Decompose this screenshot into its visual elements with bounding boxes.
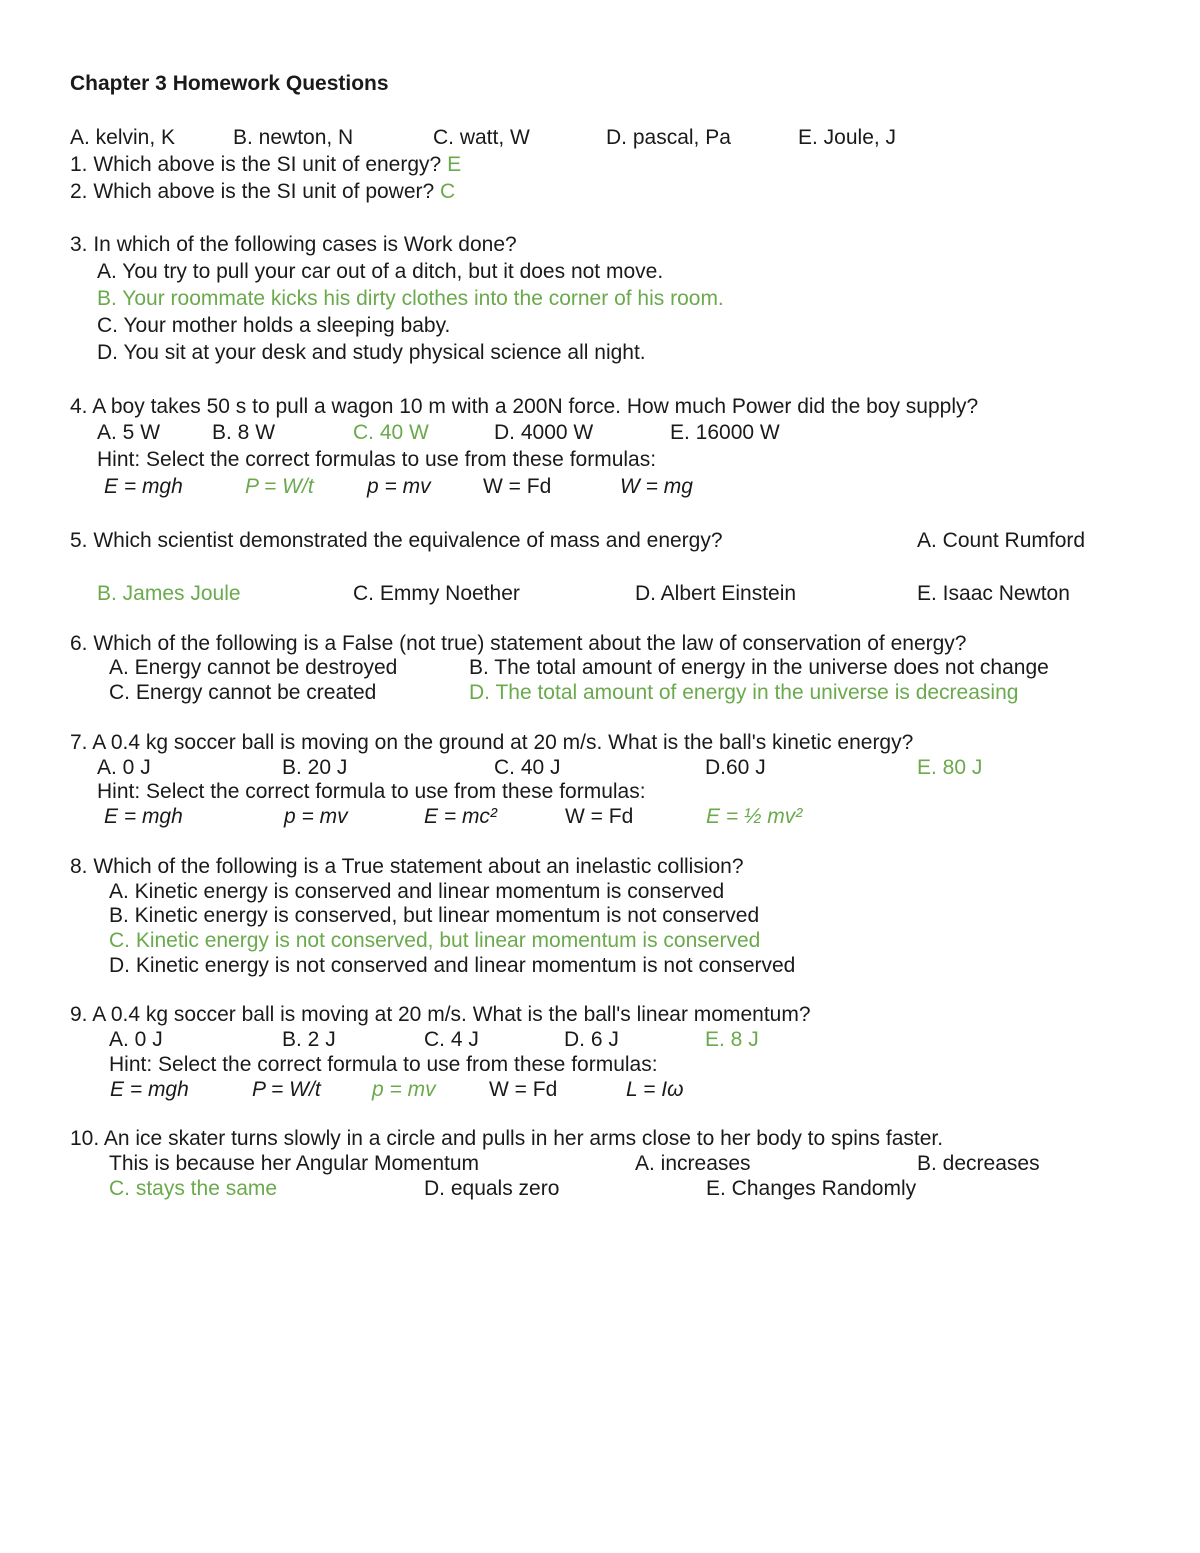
formula: E = mgh	[104, 805, 183, 828]
option: C. Energy cannot be created	[109, 681, 377, 704]
option: A. Kinetic energy is conserved and linear momentum is conserved	[109, 880, 725, 903]
option: C. Emmy Noether	[353, 582, 520, 605]
question-10-text: 10. An ice skater turns slowly in a circle and pulls in her arms close to her body to spins faster.	[70, 1127, 944, 1150]
option: D. Kinetic energy is not conserved and linear momentum is not conserved	[109, 954, 796, 977]
option: B. 20 J	[282, 756, 348, 779]
question-2	[70, 179, 455, 205]
option: A. Count Rumford	[917, 529, 1086, 552]
question-3-text: 3. In which of the following cases is Work done?	[70, 233, 517, 256]
option-correct: E. 80 J	[917, 756, 983, 779]
formula: W = Fd	[565, 805, 634, 828]
unit-option: B. newton, N	[233, 126, 354, 149]
formula: P = W/t	[252, 1078, 321, 1101]
question-9-text: 9. A 0.4 kg soccer ball is moving at 20 m/s. What is the ball's linear momentum?	[70, 1003, 811, 1026]
option: C. 4 J	[424, 1028, 479, 1051]
question-text: 1. Which above is the SI unit of energy?	[70, 153, 442, 176]
question-6-text: 6. Which of the following is a False (not true) statement about the law of conservation of energy?	[70, 632, 967, 655]
option-correct: C. Kinetic energy is not conserved, but linear momentum is conserved	[109, 929, 761, 952]
hint: Hint: Select the correct formula to use from these formulas:	[109, 1053, 658, 1076]
option: B. 2 J	[282, 1028, 336, 1051]
answer: E	[447, 153, 462, 176]
formula: p = mv	[367, 475, 431, 498]
option: C. Your mother holds a sleeping baby.	[97, 314, 451, 337]
formula-correct: E = ½ mv²	[706, 805, 803, 828]
question-7-text: 7. A 0.4 kg soccer ball is moving on the ground at 20 m/s. What is the ball's kinetic energy?	[70, 731, 914, 754]
option: E. 16000 W	[670, 421, 780, 444]
option: A. 5 W	[97, 421, 161, 444]
option: D. equals zero	[424, 1177, 560, 1200]
option-correct: C. stays the same	[109, 1177, 278, 1200]
unit-option: C. watt, W	[433, 126, 530, 149]
formula: W = Fd	[489, 1078, 558, 1101]
formula-correct: P = W/t	[245, 475, 314, 498]
option: C. 40 J	[494, 756, 561, 779]
unit-option: D. pascal, Pa	[606, 126, 731, 149]
option: D. You sit at your desk and study physical science all night.	[97, 341, 646, 364]
page-title: Chapter 3 Homework Questions	[70, 72, 389, 95]
option: A. Energy cannot be destroyed	[109, 656, 398, 679]
formula: E = mgh	[110, 1078, 189, 1101]
hint: Hint: Select the correct formula to use from these formulas:	[97, 780, 646, 803]
formula: E = mc²	[424, 805, 497, 828]
unit-option: E. Joule, J	[798, 126, 897, 149]
question-8-text: 8. Which of the following is a True statement about an inelastic collision?	[70, 855, 744, 878]
option: E. Isaac Newton	[917, 582, 1070, 605]
answer: C	[440, 180, 456, 203]
option: D. 4000 W	[494, 421, 594, 444]
question-5-text: 5. Which scientist demonstrated the equivalence of mass and energy?	[70, 529, 723, 552]
formula: L = Iω	[626, 1078, 684, 1101]
option: B. 8 W	[212, 421, 276, 444]
option: B. Kinetic energy is conserved, but linear momentum is not conserved	[109, 904, 760, 927]
option-correct: B. James Joule	[97, 582, 241, 605]
option-correct: C. 40 W	[353, 421, 429, 444]
formula: p = mv	[284, 805, 348, 828]
option: A. 0 J	[109, 1028, 163, 1051]
question-4-text: 4. A boy takes 50 s to pull a wagon 10 m with a 200N force. How much Power did the boy supply?	[70, 395, 979, 418]
option: A. increases	[635, 1152, 751, 1175]
option: D. 6 J	[564, 1028, 619, 1051]
option: B. decreases	[917, 1152, 1040, 1175]
formula: W = Fd	[483, 475, 552, 498]
option: A. You try to pull your car out of a ditch, but it does not move.	[97, 260, 664, 283]
option-correct: B. Your roommate kicks his dirty clothes into the corner of his room.	[97, 287, 724, 310]
formula-correct: p = mv	[372, 1078, 436, 1101]
question-text: 2. Which above is the SI unit of power?	[70, 180, 435, 203]
question-1	[70, 152, 461, 178]
option: B. The total amount of energy in the universe does not change	[469, 656, 1049, 679]
option: A. 0 J	[97, 756, 151, 779]
hint: Hint: Select the correct formulas to use from these formulas:	[97, 448, 657, 471]
option: D.60 J	[705, 756, 766, 779]
option-correct: D. The total amount of energy in the universe is decreasing	[469, 681, 1019, 704]
formula: W = mg	[620, 475, 693, 498]
option: D. Albert Einstein	[635, 582, 797, 605]
formula: E = mgh	[104, 475, 183, 498]
option-correct: E. 8 J	[705, 1028, 759, 1051]
question-10-stem: This is because her Angular Momentum	[109, 1152, 480, 1175]
option: E. Changes Randomly	[706, 1177, 917, 1200]
unit-option: A. kelvin, K	[70, 126, 176, 149]
